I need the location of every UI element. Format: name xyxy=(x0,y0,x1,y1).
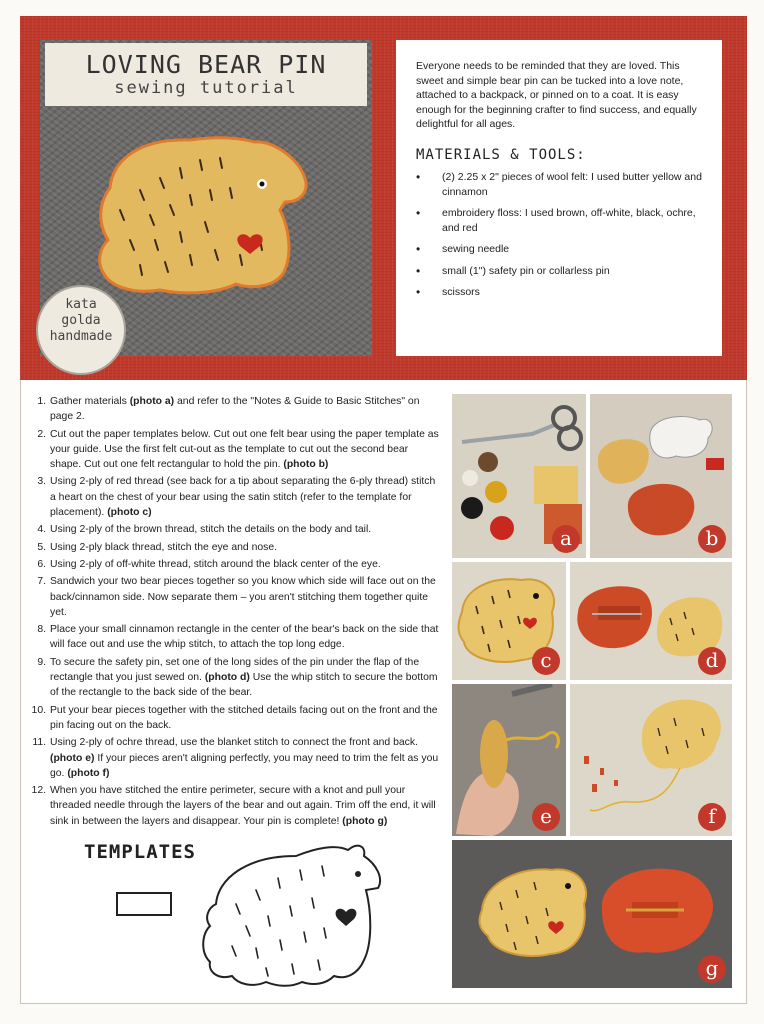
photo-label-a: a xyxy=(552,525,580,553)
photo-c xyxy=(452,562,566,680)
step-number: 5. xyxy=(37,541,46,553)
step-number: 3. xyxy=(37,476,46,488)
step-item xyxy=(28,540,442,555)
brand-badge xyxy=(36,285,126,375)
intro-text: Everyone needs to be reminded that they are loved. This sweet and simple bear pin can be tucked into a love note, attached to a backpack, or pinned on to a coat. It is easy enough for the beginning crafter to find success, and equally delightful for all ages. xyxy=(416,60,697,130)
step-number: 12. xyxy=(31,785,46,797)
photo-label-c: c xyxy=(532,647,560,675)
photo-label-f: f xyxy=(698,803,726,831)
step-photo-ref: (photo e) xyxy=(50,752,95,764)
instruction-steps xyxy=(28,394,442,831)
step-item xyxy=(28,394,442,425)
step-number: 6. xyxy=(37,558,46,570)
step-item xyxy=(28,735,442,781)
step-item xyxy=(28,522,442,537)
photo-f xyxy=(570,684,732,836)
step-text: Using 2-ply of off-white thread, stitch around the black center of the eye. xyxy=(50,558,381,570)
step-text: Using 2-ply black thread, stitch the eye and nose. xyxy=(50,541,277,553)
badge-line: golda xyxy=(61,313,101,328)
rectangle-template xyxy=(116,892,172,916)
photo-g xyxy=(452,840,732,988)
step-text-rest: and refer to the "Notes & Guide to Basic Stitches" on page 2. xyxy=(50,396,420,423)
materials-title: MATERIALS & TOOLS: xyxy=(416,146,586,163)
step-text: To secure the safety pin, set one of the long sides of the pin under the flap of the rectangle that you just sewed on. xyxy=(50,656,420,684)
badge-line: handmade xyxy=(49,329,113,344)
step-photo-ref: (photo g) xyxy=(342,815,388,827)
step-number: 1. xyxy=(37,396,46,407)
bear-template-outline xyxy=(196,834,386,990)
materials-list xyxy=(416,170,704,300)
materials-item: • sewing needle xyxy=(416,242,704,257)
photo-e xyxy=(452,684,566,836)
step-item xyxy=(28,703,442,734)
step-number: 10. xyxy=(31,704,46,716)
page-subtitle: sewing tutorial xyxy=(114,78,298,98)
materials-item: • embroidery floss: I used brown, off-white, black, ochre, and red xyxy=(416,206,704,235)
step-text: Using 2-ply of red thread (see back for a tip about separating the 6-ply thread) stitch a heart on the chest of your bear using the satin stitch (refer to the template for placement). xyxy=(50,476,436,519)
step-photo-ref: (photo c) xyxy=(107,507,152,519)
finished-pins-illustration xyxy=(452,840,732,988)
step-text: Sandwich your two bear pieces together so you know which side will face out on the back/cinnamon side. Now separate them – you aren't stitching them together quite yet. xyxy=(50,576,436,618)
step-number: 11. xyxy=(32,737,46,749)
photo-label-b: b xyxy=(698,525,726,553)
title-card xyxy=(45,43,367,106)
intro-box xyxy=(396,40,722,356)
step-item xyxy=(28,622,442,653)
step-number: 4. xyxy=(37,524,46,536)
photo-label-e: e xyxy=(532,803,560,831)
step-photo-ref: (photo b) xyxy=(283,459,329,471)
materials-item: • small (1") safety pin or collarless pin xyxy=(416,264,704,279)
step-photo-ref: (photo f) xyxy=(67,767,110,779)
step-text: Cut out the paper templates below. Cut out one felt bear using the paper template as your guide. Use the first felt cut-out as the template to cut out the second bear shape. Cut out one felt rectangular to hold the pin. xyxy=(50,428,439,471)
badge-line: kata xyxy=(65,297,97,312)
step-text-rest: Use the whip stitch to secure the bottom of the rectangle to the back side of the bear. xyxy=(50,672,438,699)
photo-label-g: g xyxy=(698,955,726,983)
step-text: Place your small cinnamon rectangle in the center of the bear's back on the side that will face out and use the whip stitch, to attach the top long edge. xyxy=(50,624,439,651)
step-photo-ref: (photo d) xyxy=(204,672,250,684)
page-title: LOVING BEAR PIN xyxy=(85,50,327,79)
step-text: Put your bear pieces together with the stitched details facing out on the front and the pin facing out on the back. xyxy=(50,704,438,731)
step-number: 9. xyxy=(37,656,46,668)
photo-b xyxy=(590,394,732,558)
materials-item: • scissors xyxy=(416,285,704,300)
photo-label-d: d xyxy=(698,647,726,675)
materials-item: • (2) 2.25 x 2" pieces of wool felt: I used butter yellow and cinnamon xyxy=(416,170,704,199)
step-item xyxy=(28,574,442,620)
step-text: When you have stitched the entire perimeter, secure with a knot and pull your threaded needle through the layers of the bear and out again. Trim off the end, it will sink in between the layers and disappear. Your pin is complete! xyxy=(50,785,436,827)
step-item xyxy=(28,783,442,829)
step-item xyxy=(28,655,442,701)
step-number: 2. xyxy=(37,428,46,440)
step-item xyxy=(28,557,442,572)
step-number: 8. xyxy=(37,624,46,636)
step-number: 7. xyxy=(37,576,46,588)
step-text: Gather materials xyxy=(50,396,130,407)
photo-d xyxy=(570,562,732,680)
step-text: Using 2-ply of ochre thread, use the blanket stitch to connect the front and back. xyxy=(50,737,418,749)
photo-a xyxy=(452,394,586,558)
step-photo-ref: (photo a) xyxy=(129,396,175,407)
step-text-rest: If your pieces aren't aligning perfectly, you may need to trim the felt as you go. xyxy=(50,752,439,779)
step-text: Using 2-ply of the brown thread, stitch the details on the body and tail. xyxy=(50,524,372,536)
step-item xyxy=(28,474,442,520)
step-item xyxy=(28,427,442,473)
templates-title: TEMPLATES xyxy=(84,841,196,863)
